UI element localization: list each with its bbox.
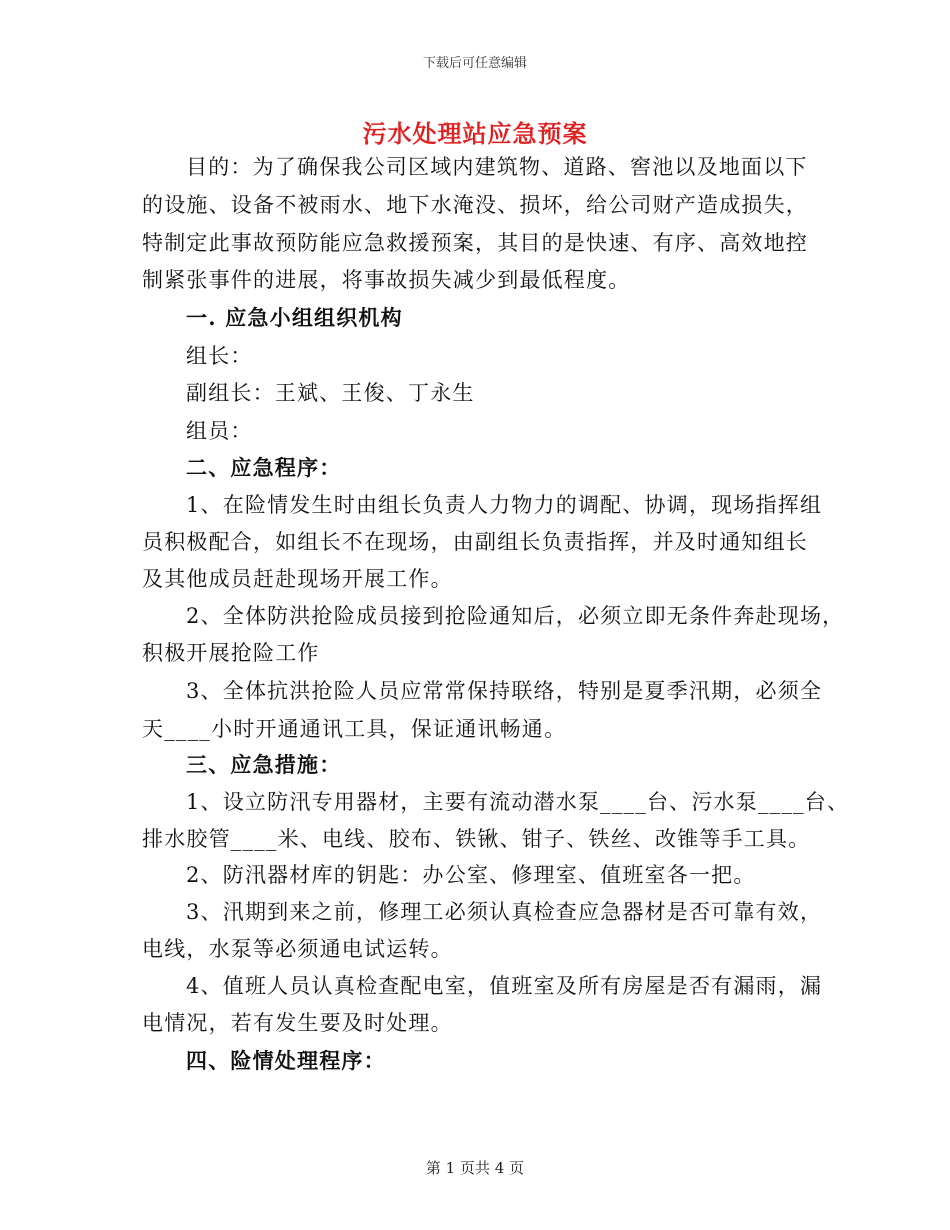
paragraph-line: 电线，水泵等必须通电试运转。 xyxy=(142,937,453,961)
paragraph-line: 4、值班人员认真检查配电室，值班室及所有房屋是否有漏雨，漏 xyxy=(186,974,823,998)
paragraph-line: 组员： xyxy=(186,419,253,443)
paragraph-line: 特制定此事故预防能应急救援预案，其目的是快速、有序、高效地控 xyxy=(142,231,808,255)
paragraph-line: 电情况，若有发生要及时处理。 xyxy=(142,1011,453,1035)
section-heading: 三、应急措施： xyxy=(186,752,342,777)
section-heading: 一. 应急小组组织机构 xyxy=(186,305,403,330)
paragraph-line: 制紧张事件的进展，将事故损失减少到最低程度。 xyxy=(142,268,631,292)
paragraph-line: 3、全体抗洪抢险人员应常常保持联络，特别是夏季汛期，必须全 xyxy=(186,679,823,703)
page-footer: 第 1 页共 4 页 xyxy=(425,1159,525,1177)
paragraph-line: 3、汛期到来之前，修理工必须认真检查应急器材是否可靠有效， xyxy=(186,900,823,924)
paragraph-line: 2、防汛器材库的钥匙：办公室、修理室、值班室各一把。 xyxy=(186,863,756,887)
paragraph-line: 组长： xyxy=(186,344,253,368)
page-header: 下载后可任意编辑 xyxy=(422,56,527,71)
paragraph-line: 的设施、设备不被雨水、地下水淹没、损坏，给公司财产造成损失， xyxy=(142,193,808,217)
paragraph-line: 1、设立防汛专用器材，主要有流动潜水泵____台、污水泵____台、 xyxy=(186,790,850,814)
section-heading: 四、险情处理程序： xyxy=(186,1048,386,1073)
paragraph-line: 天____小时开通通讯工具，保证通讯畅通。 xyxy=(142,717,567,741)
paragraph-line: 副组长：王斌、王俊、丁永生 xyxy=(186,381,475,405)
paragraph-line: 及其他成员赶赴现场开展工作。 xyxy=(142,567,453,591)
paragraph-line: 排水胶管____米、电线、胶布、铁锹、钳子、铁丝、改锥等手工具。 xyxy=(142,827,811,851)
section-heading: 二、应急程序： xyxy=(186,455,342,480)
paragraph-line: 积极开展抢险工作 xyxy=(142,641,320,665)
paragraph-line: 1、在险情发生时由组长负责人力物力的调配、协调，现场指挥组 xyxy=(186,493,823,517)
document-title: 污水处理站应急预案 xyxy=(362,119,588,148)
paragraph-line: 员积极配合，如组长不在现场，由副组长负责指挥，并及时通知组长 xyxy=(142,530,808,554)
paragraph-line: 目的：为了确保我公司区域内建筑物、道路、窖池以及地面以下 xyxy=(186,155,808,179)
paragraph-line: 2、全体防洪抢险成员接到抢险通知后，必须立即无条件奔赴现场， xyxy=(186,604,845,628)
